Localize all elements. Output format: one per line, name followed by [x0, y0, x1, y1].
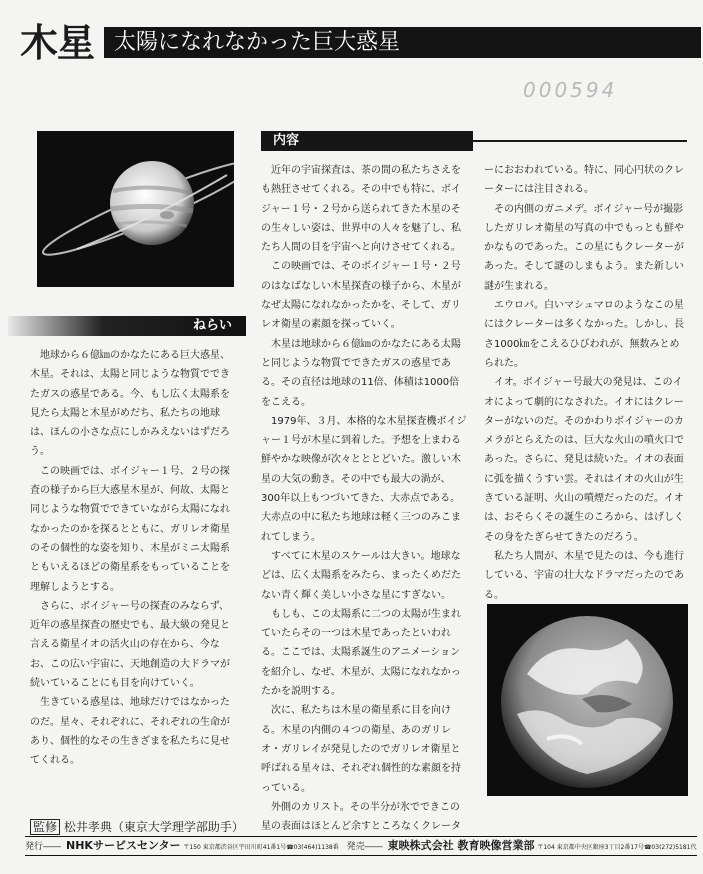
production-org: NHKサービスセンター — [66, 839, 181, 852]
content-heading-rule — [473, 140, 687, 142]
aim-paragraph: 生きている惑星は、地球だけではなかったのだ。星々、それぞれに、それぞれの生命があり、個性的なその生きざまを私たちに見せてくれる。 — [30, 697, 230, 767]
content-paragraph: この映画では、そのボイジャー１号・２号のはなばなしい木星探査の様子から、木星がなぜ太陽になれなかったかを、そして、ガリレオ衛星の素顔を探っていく。 — [261, 261, 461, 331]
page-title: 木星 — [20, 21, 95, 65]
supervisor-credit — [30, 818, 244, 835]
aim-paragraph: 地球から６億㎞のかなたにある巨大惑星、木星。それは、太陽と同じような物質でできたガスの惑星である。今、もし広く太陽系を見たら太陽と木星がめだち、私たちの地球は、ほんの小さな点にしかみえないはずだろう。 — [30, 350, 230, 458]
content-text-column-1 — [261, 161, 469, 836]
supervisor-label: 監修 — [30, 819, 60, 835]
content-paragraph: 次に、私たちは木星の衛星系に目を向ける。木星の内側の４つの衛星、あのガリレオ・ガリレイが発見したのでガリレオ衛星と呼ばれる星々は、それぞれ個性的な素顔を持っている。 — [261, 705, 461, 794]
content-paragraph: 1979年、３月、本格的な木星探査機ボイジャー１号が木星に到着した。予想を上まわる鮮やかな映像が次々とととどいた。激しい木星の大気の動き。その中でも最大の渦が、300年以上もつづいてきた、大赤点である。大赤点の中に私たち地球は軽く三つのみこまれてしまう。 — [261, 415, 467, 543]
content-paragraph: もしも、この太陽系に二つの太陽が生まれていたらその一つは木星であったといわれる。ここでは、太陽系誕生のアニメーションを紹介し、なぜ、木星が、太陽になれなかったかを説明する。 — [261, 608, 461, 698]
jupiter-photo — [37, 131, 234, 287]
aim-paragraph: この映画では、ボイジャー１号、２号の探査の様子から巨大惑星木星が、何故、太陽と同じような物質でできていながら太陽になれなかったのかを探るとともに、ガリレオ衛星のその個性的な姿を知り、木星がミニ太陽系ともいえるほどの衛星系をもっていることを理解しようとする。 — [30, 465, 230, 593]
supervisor-name: 松井孝典（東京大学理学部助手） — [63, 820, 244, 834]
sales-label: 発売―― — [346, 842, 383, 852]
content-paragraph: エウロパ。白いマシュマロのようなこの星にはクレーターは多くなかった。しかし、長さ1000㎞をこえるひびわれが、無数みとめられた。 — [484, 300, 684, 369]
aim-text — [30, 346, 238, 771]
earth-photo — [487, 604, 688, 796]
sales-org: 東映株式会社 教育映像営業部 — [387, 839, 535, 852]
publisher-footer — [25, 836, 697, 856]
content-paragraph: イオ。ボイジャー号最大の発見は、このイオによって劇的になされた。イオにはクレーターがないのだ。そのかわりボイジャーのカメラがとらえたのは、巨大な火山の噴火口であった。さらに、発見は続いた。イオの表面に弧を描くうすい雲。それはイオの火山が生きている証明、火山の噴煙だったのだ。イオは、おそらくその誕生のころから、はげしくその身をたぎらせてきたのだろう。 — [484, 377, 684, 543]
production-address: 〒150 東京都渋谷区宇田川町41番1号☎03(464)1138番 — [183, 844, 339, 851]
content-paragraph: ーにおおわれている。特に、同心円状のクレーターには注目される。 — [484, 165, 684, 196]
aim-paragraph: さらに、ボイジャー号の探査のみならず、近年の惑星探査の歴史でも、最大級の発見と言える衛星イオの活火山の存在から、今なお、この広い宇宙に、天地創造の大ドラマが続いていることにも目を向けていく。 — [30, 600, 230, 690]
content-paragraph: その内側のガニメデ。ボイジャー号が撮影したガリレオ衛星の写真の中でもっとも鮮やかなものであった。この星にもクレーターがあった。そして謎のしまもよう。また新しい謎が生まれる。 — [484, 203, 684, 292]
content-paragraph: 木星は地球から６億㎞のかなたにある太陽と同じような物質でできたガスの惑星である。その直径は地球の11倍、体積は1000倍をこえる。 — [261, 338, 461, 408]
content-paragraph: すべてに木星のスケールは大きい。地球などは、広く太陽系をみたら、まったくめだたない青く輝く美しい小さな星にすぎない。 — [261, 550, 461, 601]
aim-heading: ねらい — [8, 316, 246, 336]
production-label: 発行―― — [25, 842, 62, 852]
content-paragraph: 私たち人間が、木星で見たのは、今も進行している、宇宙の壮大なドラマだったのである。 — [484, 550, 684, 601]
sales-address: 〒104 東京都中央区銀座3丁目2番17号☎03(272)5181代 — [537, 844, 697, 851]
archive-stamp: 000594 — [523, 78, 618, 102]
content-paragraph: 外側のカリスト。その半分が氷でできこの星の表面はほとんど余すところなくクレータ — [261, 801, 461, 833]
content-paragraph: 近年の宇宙探査は、茶の間の私たちさえをも熱狂させてくれる。その中でも特に、ボイジャー１号・２号から送られてきた木星のその生々しい姿は、世界中の人々を魅了し、私たち人間の目を宇宙へと向けさせてくれる。 — [261, 165, 461, 254]
content-text-column-2 — [484, 161, 686, 605]
content-heading: 内容 — [261, 131, 473, 151]
page-subtitle: 太陽になれなかった巨大惑星 — [104, 27, 701, 58]
